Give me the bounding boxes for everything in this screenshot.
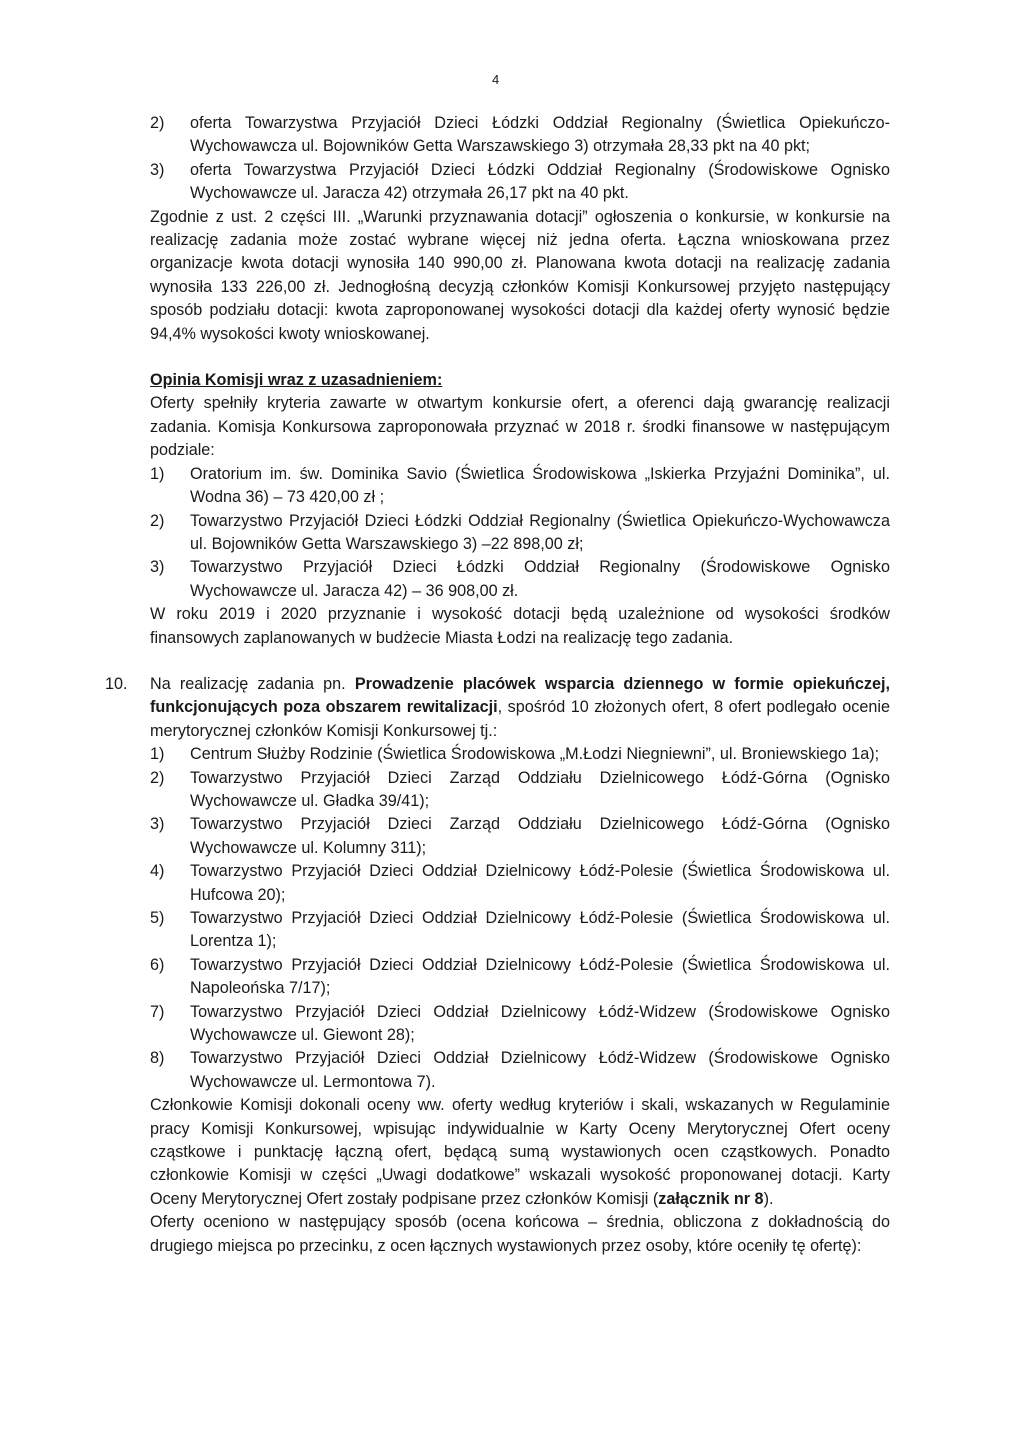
list-item-number: 6) xyxy=(150,955,165,974)
attachment-reference: załącznik nr 8 xyxy=(658,1189,764,1208)
list-item-number: 1) xyxy=(150,745,165,764)
list-item-text: Towarzystwo Przyjaciół Dzieci Zarząd Oddziału Dzielnicowego Łódź-Górna (Ognisko Wychowawcze ul. Gładka 39/41); xyxy=(190,768,890,810)
opinion-list xyxy=(150,463,890,603)
evaluation-text-a: Członkowie Komisji dokonali oceny ww. oferty według kryteriów i skali, wskazanych w Regulaminie pracy Komisji Konkursowej, wpisując indywidualnie w Karty Oceny Merytorycznej Ofert oceny cząstkowe i punktację łączną ofert, będącą sumą wystawionych ocen cząstkowych. Ponadto członkowie Komisji w części „Uwagi dodatkowe” wskazali wysokość proponowanej dotacji. Karty Oceny Merytorycznej Ofert zostały podpisane przez członków Komisji ( xyxy=(150,1096,890,1208)
intro-text-b: , spośród 10 złożonych ofert, 8 ofert podlegało ocenie merytorycznej członków Komisji Konkursowej tj.: xyxy=(150,698,890,740)
top-list xyxy=(150,112,890,206)
list-item-text: oferta Towarzystwa Przyjaciół Dzieci Łódzki Oddział Regionalny (Świetlica Opiekuńczo-Wychowawcza ul. Bojowników Getta Warszawskiego 3) otrzymała 28,33 pkt na 40 pkt; xyxy=(190,114,890,156)
list-item-text: Towarzystwo Przyjaciół Dzieci Oddział Dzielnicowy Łódź-Polesie (Świetlica Środowiskowa ul. Hufcowa 20); xyxy=(190,862,890,904)
allocation-paragraph: Zgodnie z ust. 2 części III. „Warunki przyznawania dotacji” ogłoszenia o konkursie, w konkursie na realizację zadania może zostać wybrane więcej niż jedna oferta. Łączna wnioskowana przez organizacje kwota dotacji wynosiła 140 990,00 zł. Planowana kwota dotacji na realizację zadania wynosiła 133 226,00 zł. Jednogłośną decyzją członków Komisji Konkursowej przyjęto następujący sposób podziału dotacji: kwota zaproponowanej wysokości dotacji dla każdej oferty wynosić będzie 94,4% wysokości kwoty wnioskowanej. xyxy=(150,207,890,343)
task-name: Prowadzenie placówek wsparcia dziennego w formie opiekuńczej, funkcjonujących poza obszarem rewitalizacji xyxy=(150,674,890,717)
list-item-number: 4) xyxy=(150,862,165,881)
intro-text-a: Na realizację zadania pn. xyxy=(150,674,355,693)
section-intro xyxy=(150,673,890,743)
list-item-text: Centrum Służby Rodzinie (Świetlica Środowiskowa „M.Łodzi Niegniewni”, ul. Broniewskiego 1a); xyxy=(190,745,880,764)
list-item-text: Towarzystwo Przyjaciół Dzieci Oddział Dzielnicowy Łódź-Widzew (Środowiskowe Ognisko Wychowawcze ul. Lermontowa 7). xyxy=(190,1049,890,1091)
list-item-number: 5) xyxy=(150,909,165,927)
list-item xyxy=(150,556,890,603)
opinion-text: Oferty spełniły kryteria zawarte w otwartym konkursie ofert, a oferenci dają gwarancję realizacji zadania. Komisja Konkursowa zaproponowała przyznać w 2018 r. środki finansowe w następującym podziale: xyxy=(150,394,890,460)
list-item xyxy=(150,510,890,557)
list-item-text: Towarzystwo Przyjaciół Dzieci Zarząd Oddziału Dzielnicowego Łódź-Górna (Ognisko Wychowawcze ul. Kolumny 311); xyxy=(190,815,890,857)
list-item-number: 3) xyxy=(150,160,165,179)
list-item xyxy=(150,954,890,1001)
list-item-text: Towarzystwo Przyjaciół Dzieci Oddział Dzielnicowy Łódź-Polesie (Świetlica Środowiskowa ul. Lorentza 1); xyxy=(190,909,890,951)
list-item xyxy=(150,743,890,766)
list-item-text: oferta Towarzystwa Przyjaciół Dzieci Łódzki Oddział Regionalny (Środowiskowe Ognisko Wychowawcze ul. Jaracza 42) otrzymała 26,17 pkt na 40 pkt. xyxy=(190,160,890,203)
list-item-number: 2) xyxy=(150,114,165,132)
page-number: 4 xyxy=(492,72,500,87)
list-item-number: 3) xyxy=(150,815,165,834)
scoring-paragraph: Oferty oceniono w następujący sposób (ocena końcowa – średnia, obliczona z dokładnością do drugiego miejsca po przecinku, z ocen łącznych wystawionych przez osoby, które oceniły tę ofertę): xyxy=(150,1213,890,1255)
section-body xyxy=(150,673,890,1258)
list-item-number: 2) xyxy=(150,511,165,530)
evaluation-paragraph xyxy=(150,1094,890,1211)
list-item xyxy=(150,1001,890,1048)
list-item-number: 1) xyxy=(150,464,165,483)
list-item-number: 2) xyxy=(150,768,165,787)
evaluation-text-b: ). xyxy=(763,1189,774,1208)
list-item-text: Towarzystwo Przyjaciół Dzieci Oddział Dzielnicowy Łódź-Widzew (Środowiskowe Ognisko Wychowawcze ul. Giewont 28); xyxy=(190,1002,890,1045)
opinion-heading: Opinia Komisji wraz z uzasadnieniem: xyxy=(150,371,443,390)
list-item xyxy=(150,1047,890,1094)
list-item-text: Towarzystwo Przyjaciół Dzieci Oddział Dzielnicowy Łódź-Polesie (Świetlica Środowiskowa ul. Napoleońska 7/17); xyxy=(190,955,890,998)
list-item xyxy=(150,159,890,206)
section-number: 10. xyxy=(105,674,128,693)
list-item xyxy=(150,813,890,860)
list-item-number: 3) xyxy=(150,558,165,577)
opinion-closing: W roku 2019 i 2020 przyznanie i wysokość dotacji będą uzależnione od wysokości środków finansowych zaplanowanych w budżecie Miasta Łodzi na realizację tego zadania. xyxy=(150,605,890,647)
document-body xyxy=(105,112,890,1258)
list-item xyxy=(150,860,890,907)
section-10 xyxy=(105,673,890,1258)
list-item xyxy=(150,463,890,510)
list-item-text: Towarzystwo Przyjaciół Dzieci Łódzki Oddział Regionalny (Świetlica Opiekuńczo-Wychowawcza ul. Bojowników Getta Warszawskiego 3) –22 898,00 zł; xyxy=(190,511,890,553)
list-item-text: Oratorium im. św. Dominika Savio (Świetlica Środowiskowa „Iskierka Przyjaźni Dominika”, ul. Wodna 36) – 73 420,00 zł ; xyxy=(190,464,890,507)
list-item-text: Towarzystwo Przyjaciół Dzieci Łódzki Oddział Regionalny (Środowiskowe Ognisko Wychowawcze ul. Jaracza 42) – 36 908,00 zł. xyxy=(190,558,890,600)
list-item xyxy=(150,112,890,159)
list-item-number: 8) xyxy=(150,1049,165,1068)
list-item-number: 7) xyxy=(150,1002,165,1021)
offers-list xyxy=(150,743,890,1094)
list-item xyxy=(150,907,890,954)
list-item xyxy=(150,767,890,814)
